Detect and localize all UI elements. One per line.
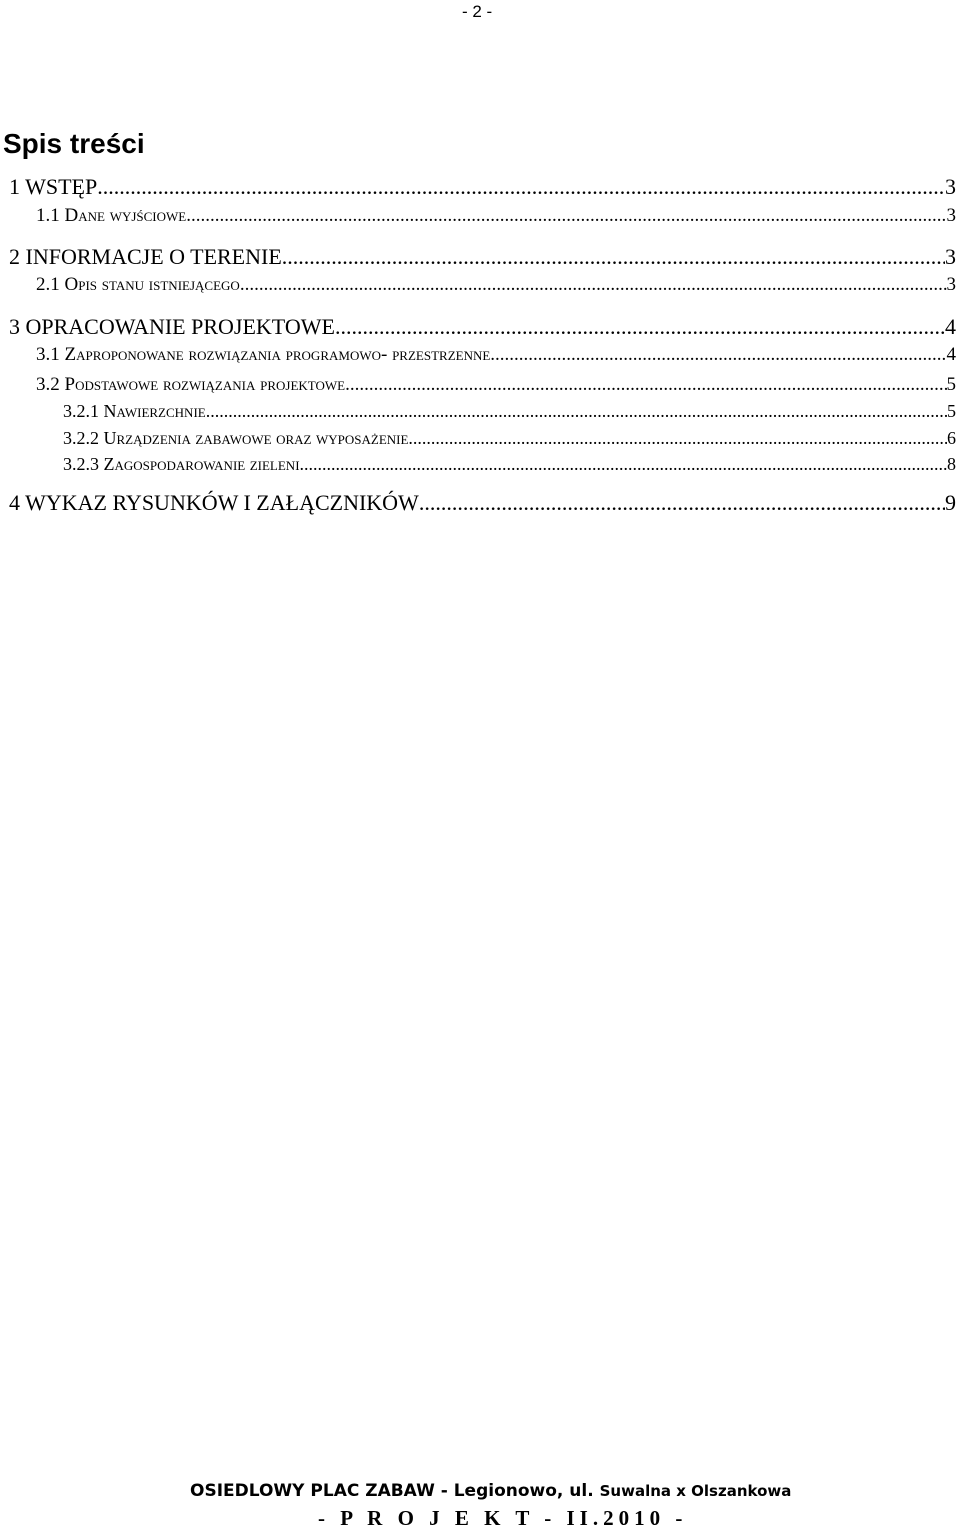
toc-entry-urzadzenia-zabawowe[interactable]: 3.2.2 Urządzenia zabawowe oraz wyposażenie ..... 6 [63, 428, 956, 449]
footer-project-date: - P R O J E K T - II.2010 - [318, 1506, 688, 1530]
toc-entry-zaproponowane-rozwiazania[interactable]: 3.1 Zaproponowane rozwiązania programowo- przestrzenne ..... 4 [36, 344, 956, 366]
toc-entry-opis-stanu[interactable]: 2.1 Opis stanu istniejącego ..... 3 [36, 274, 956, 296]
toc-entry-wstep[interactable]: 1 WSTĘP ..... 3 [9, 174, 956, 200]
toc-entry-nawierzchnie[interactable]: 3.2.1 Nawierzchnie ..... 5 [63, 401, 956, 422]
toc-entry-opracowanie-projektowe[interactable]: 3 OPRACOWANIE PROJEKTOWE ..... 4 [9, 314, 956, 340]
toc-entry-dane-wyjsciowe[interactable]: 1.1 Dane wyjściowe ..... 3 [36, 205, 956, 227]
toc-title: Spis treści [3, 128, 145, 159]
toc-entry-podstawowe-rozwiazania[interactable]: 3.2 Podstawowe rozwiązania projektowe ..... 5 [36, 374, 956, 396]
toc-entry-zagospodarowanie-zieleni[interactable]: 3.2.3 Zagospodarowanie zieleni ..... 8 [63, 454, 956, 475]
toc-entry-informacje-o-terenie[interactable]: 2 INFORMACJE O TERENIE ..... 3 [9, 244, 956, 270]
footer-project-main: OSIEDLOWY PLAC ZABAW - Legionowo, ul. [190, 1481, 594, 1501]
footer-project-name [190, 1481, 791, 1501]
footer-project-street: Suwalna x Olszankowa [599, 1482, 792, 1500]
toc-entry-wykaz-rysunkow[interactable]: 4 WYKAZ RYSUNKÓW I ZAŁĄCZNIKÓW ..... 9 [9, 490, 956, 516]
